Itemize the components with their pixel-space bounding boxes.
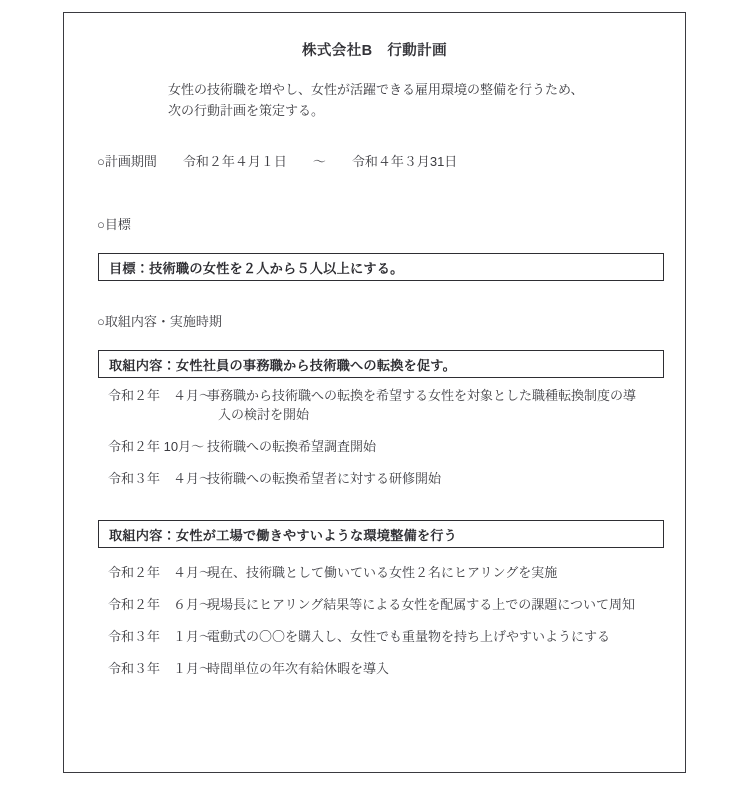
action-1-item-list	[64, 386, 685, 488]
action-box-1	[98, 350, 664, 378]
page-title: 株式会社B 行動計画	[302, 43, 447, 59]
action-2-item-list	[64, 563, 685, 678]
goal-heading: ○目標	[97, 217, 131, 232]
plan-content-heading: ○取組内容・実施時期	[97, 314, 222, 329]
schedule-description	[195, 386, 685, 424]
schedule-row	[64, 627, 685, 646]
document-page	[63, 12, 686, 773]
schedule-description: 現在、技術職として働いている女性２名にヒアリングを実施	[207, 565, 558, 580]
action-box-2-text: 取組内容：女性が工場で働きやすいような環境整備を行う	[109, 527, 458, 543]
schedule-row	[64, 437, 685, 456]
schedule-date: 令和２年 ４月～	[108, 565, 213, 580]
schedule-date: 令和２年 ６月～	[108, 597, 213, 612]
page-content-area	[64, 13, 685, 772]
schedule-description: 現場長にヒアリング結果等による女性を配属する上での課題について周知	[207, 597, 635, 612]
schedule-date: 令和３年 ４月～	[108, 471, 213, 486]
schedule-description: 技術職への転換希望者に対する研修開始	[207, 471, 442, 486]
action-box-1-text: 取組内容：女性社員の事務職から技術職への転換を促す。	[109, 357, 457, 373]
schedule-date: 令和２年 10月～	[108, 439, 205, 454]
schedule-row	[64, 563, 685, 582]
schedule-date: 令和３年 １月～	[108, 629, 213, 644]
intro-line-1: 女性の技術職を増やし、女性が活躍できる雇用環境の整備を行うため、	[168, 82, 584, 97]
schedule-row	[64, 469, 685, 488]
intro-paragraph	[168, 79, 638, 121]
schedule-row	[64, 386, 685, 424]
goal-box	[98, 253, 664, 281]
schedule-description-main: 事務職から技術職への転換を希望する女性を対象とした職種転換制度の導	[207, 388, 637, 403]
schedule-date: 令和２年 ４月～	[108, 388, 213, 403]
schedule-description-cont: 入の検討を開始	[218, 407, 310, 422]
goal-box-text: 目標：技術職の女性を２人から５人以上にする。	[109, 260, 404, 276]
schedule-date: 令和３年 １月～	[108, 661, 213, 676]
schedule-row	[64, 595, 685, 614]
schedule-description: 電動式の〇〇を購入し、女性でも重量物を持ち上げやすいようにする	[207, 629, 611, 644]
intro-line-2: 次の行動計画を策定する。	[168, 103, 325, 118]
action-box-2	[98, 520, 664, 548]
schedule-description: 技術職への転換希望調査開始	[207, 439, 377, 454]
schedule-description: 時間単位の年次有給休暇を導入	[207, 661, 390, 676]
plan-period-line: ○計画期間 令和２年４月１日 ～ 令和４年３月31日	[97, 154, 458, 169]
schedule-row	[64, 659, 685, 678]
